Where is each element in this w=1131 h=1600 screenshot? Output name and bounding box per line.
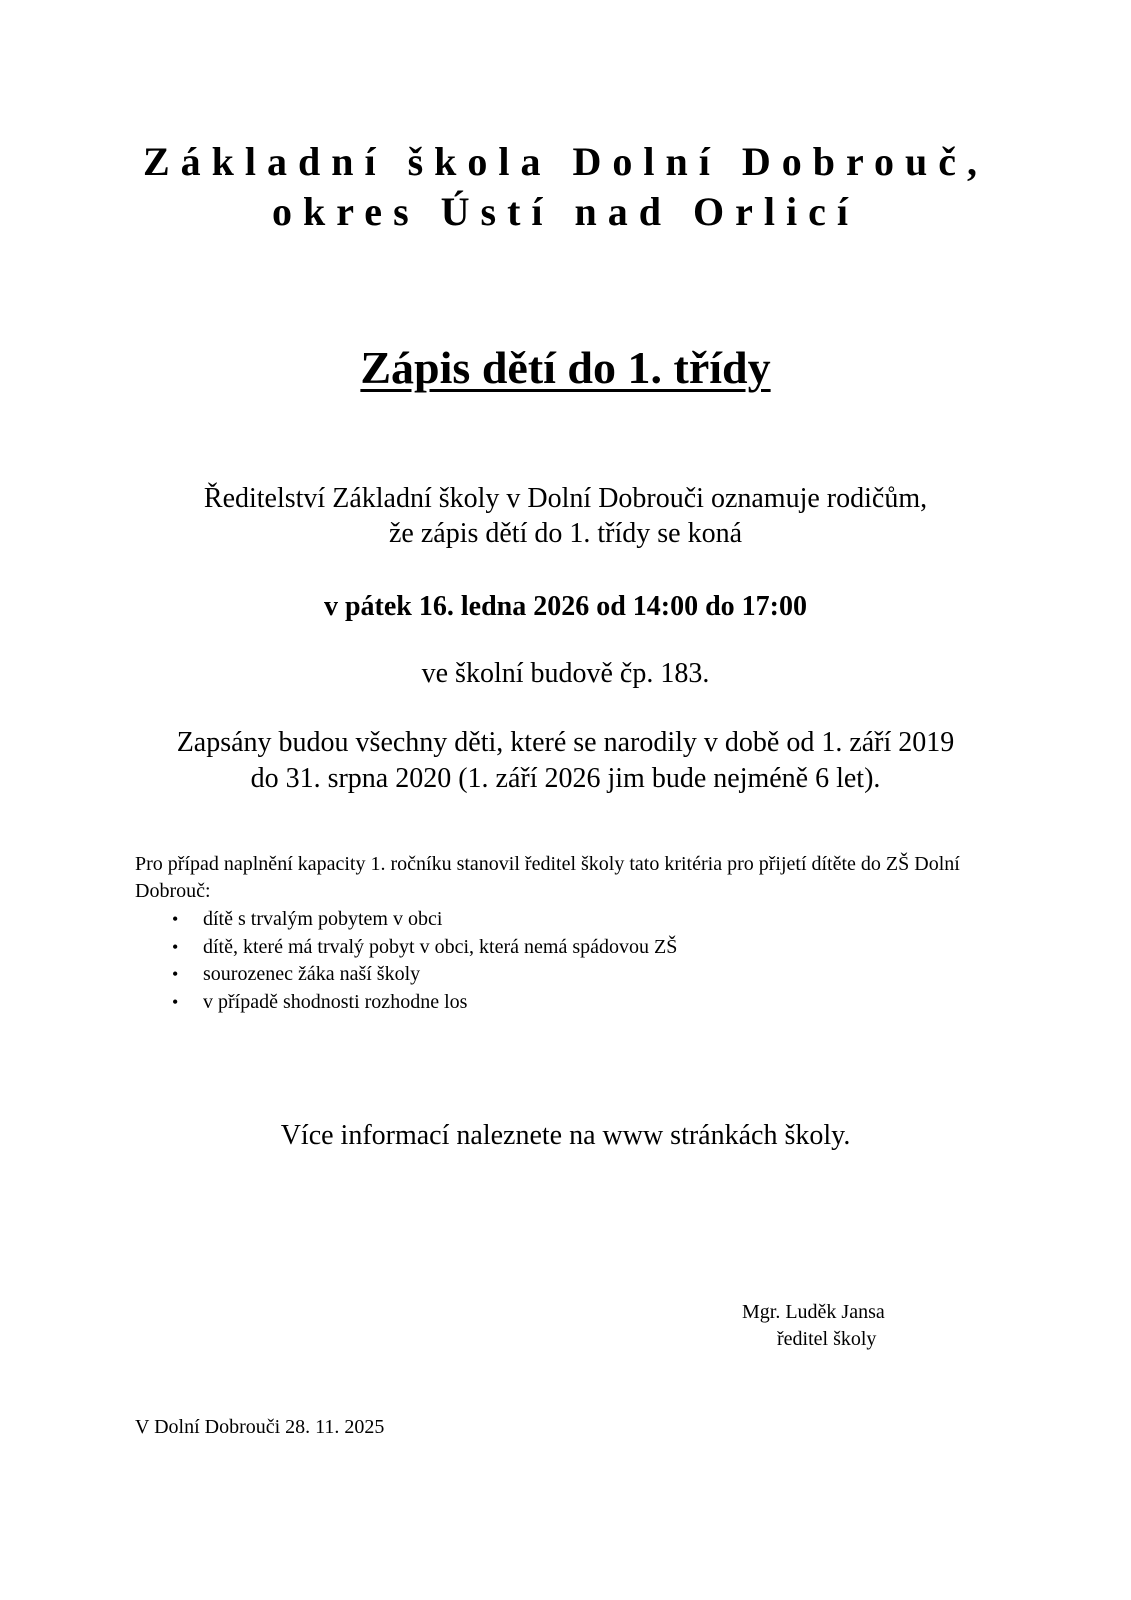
place-and-date: V Dolní Dobrouči 28. 11. 2025 bbox=[135, 1416, 385, 1438]
document-title-text: Zápis dětí do 1. třídy bbox=[360, 342, 771, 393]
enrollment-place: ve školní budově čp. 183. bbox=[421, 658, 710, 689]
document-title bbox=[0, 342, 1131, 393]
bullet-icon: • bbox=[172, 909, 179, 929]
criteria-item-text: v případě shodnosti rozhodne los bbox=[203, 990, 468, 1013]
criteria-item bbox=[135, 989, 677, 1017]
birth-range-line-1: Zapsány budou všechny děti, které se narodily v době od 1. září 2019 bbox=[176, 727, 955, 758]
birth-range-line-2: do 31. srpna 2020 (1. září 2026 jim bude nejméně 6 let). bbox=[250, 763, 881, 794]
criteria-list bbox=[135, 906, 677, 1016]
intro-line-1: Ředitelství Základní školy v Dolní Dobrouči oznamuje rodičům, bbox=[203, 483, 928, 514]
criteria-item-text: dítě, které má trvalý pobyt v obci, která nemá spádovou ZŠ bbox=[203, 935, 678, 958]
bullet-icon: • bbox=[172, 936, 179, 957]
signature-name: Mgr. Luděk Jansa bbox=[742, 1301, 885, 1323]
criteria-item-text: sourozenec žáka naší školy bbox=[203, 963, 421, 985]
criteria-item bbox=[135, 961, 677, 989]
criteria-item bbox=[135, 906, 677, 934]
enrollment-datetime: v pátek 16. ledna 2026 od 14:00 do 17:00 bbox=[323, 591, 808, 622]
school-district-heading: okres Ústí nad Orlicí bbox=[272, 189, 859, 234]
signature-role: ředitel školy bbox=[777, 1328, 877, 1350]
criteria-item-text: dítě s trvalým pobytem v obci bbox=[203, 908, 443, 930]
intro-line-2: že zápis dětí do 1. třídy se koná bbox=[388, 518, 742, 549]
bullet-icon: • bbox=[172, 991, 179, 1012]
criteria-intro: Pro případ naplnění kapacity 1. ročníku stanovil ředitel školy tato kritéria pro přijetí dítěte do ZŠ Dolní Dobrouč: bbox=[135, 853, 960, 902]
bullet-icon: • bbox=[172, 964, 179, 984]
school-name-heading: Základní škola Dolní Dobrouč, bbox=[142, 139, 989, 184]
more-info-note: Více informací naleznete na www stránkách školy. bbox=[280, 1120, 851, 1151]
criteria-item bbox=[135, 934, 677, 962]
